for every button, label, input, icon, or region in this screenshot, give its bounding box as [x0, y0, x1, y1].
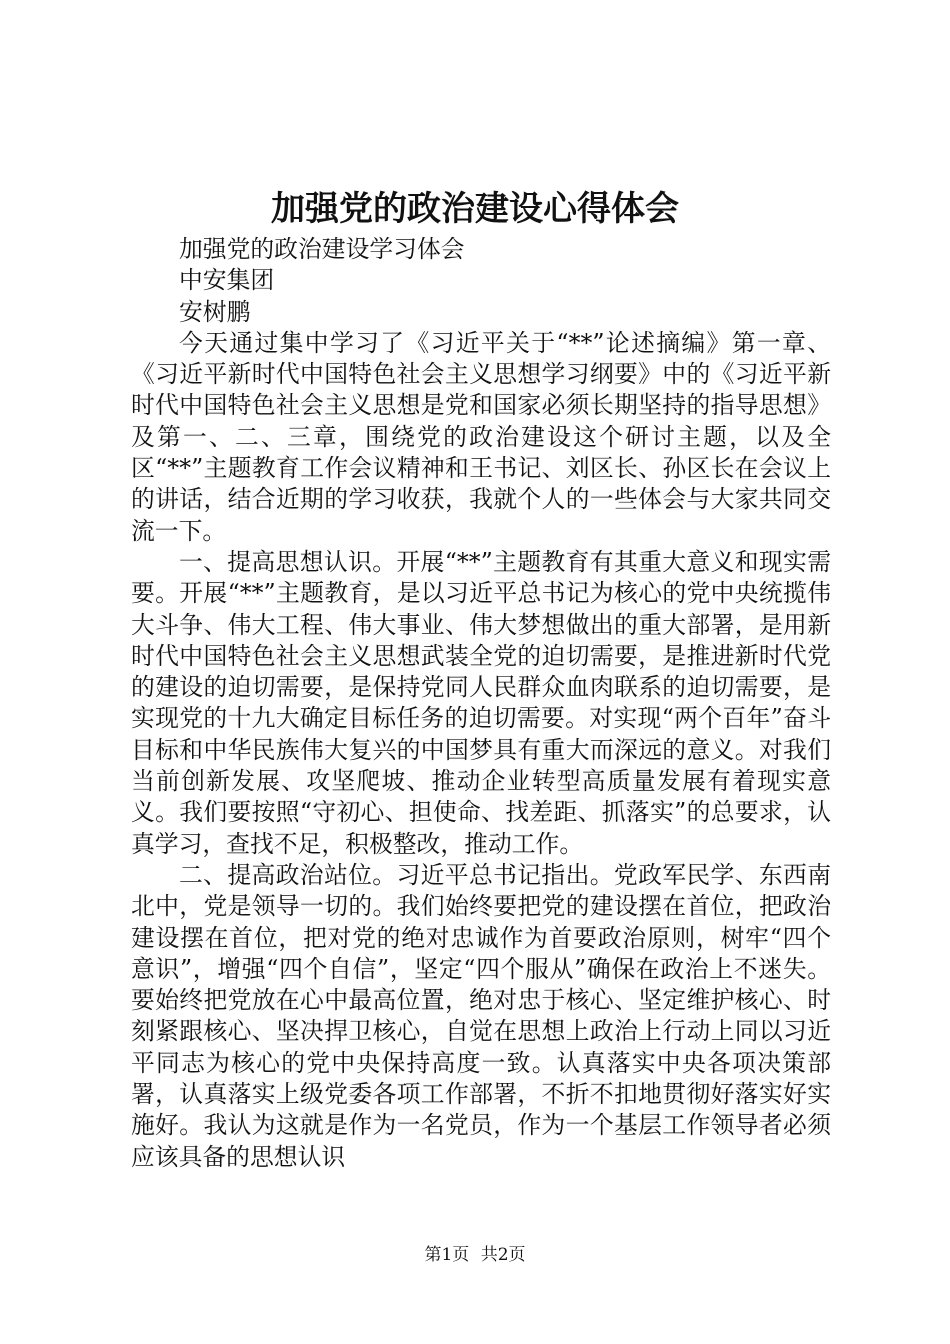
organization-name: 中安集团: [179, 266, 275, 295]
paragraph-section-one: 一、提高思想认识。开展“**”主题教育有其重大意义和现实需要。开展“**”主题教育，是以习近平总书记为核心的党中央统揽伟大斗争、伟大工程、伟大事业、伟大梦想做出的重大部署，是用新时代中国特色社会主义思想武装全党的迫切需要，是推进新时代党的建设的迫切需要，是保持党同人民群众血肉联系的迫切需要，是实现党的十九大确定目标任务的迫切需要。对实现“两个百年”奋斗目标和中华民族伟大复兴的中国梦具有重大而深远的意义。对我们当前创新发展、攻坚爬坡、推动企业转型高质量发展有着现实意义。我们要按照“守初心、担使命、找差距、抓落实”的总要求，认真学习，查找不足，积极整改，推动工作。: [131, 547, 831, 858]
author-name: 安树鹏: [179, 297, 251, 326]
document-body: [131, 234, 831, 1173]
document-title: 加强党的政治建设心得体会: [271, 189, 679, 229]
page-number: 第1页: [424, 1245, 470, 1265]
paragraph-intro: 今天通过集中学习了《习近平关于“**”论述摘编》第一章、《习近平新时代中国特色社会主义思想学习纲要》中的《习近平新时代中国特色社会主义思想是党和国家必须长期坚持的指导思想》及第一、二、三章，围绕党的政治建设这个研讨主题，以及全区“**”主题教育工作会议精神和王书记、刘区长、孙区长在会议上的讲话，结合近期的学习收获，我就个人的一些体会与大家共同交流一下。: [131, 328, 831, 545]
document-subtitle: 加强党的政治建设学习体会: [179, 235, 465, 263]
page-total: 共2页: [480, 1245, 526, 1265]
paragraph-section-two: 二、提高政治站位。习近平总书记指出。党政军民学、东西南北中，党是领导一切的。我们始终要把党的建设摆在首位，把政治建设摆在首位，把对党的绝对忠诚作为首要政治原则，树牢“四个意识”，增强“四个自信”，坚定“四个服从”确保在政治上不迷失。要始终把党放在心中最高位置，绝对忠于核心、坚定维护核心、时刻紧跟核心、坚决捍卫核心，自觉在思想上政治上行动上同以习近平同志为核心的党中央保持高度一致。认真落实中央各项决策部署，认真落实上级党委各项工作部署，不折不扣地贯彻好落实好实施好。我认为这就是作为一名党员，作为一个基层工作领导者必须应该具备的思想认识: [131, 860, 831, 1171]
page-footer: [0, 1244, 950, 1266]
